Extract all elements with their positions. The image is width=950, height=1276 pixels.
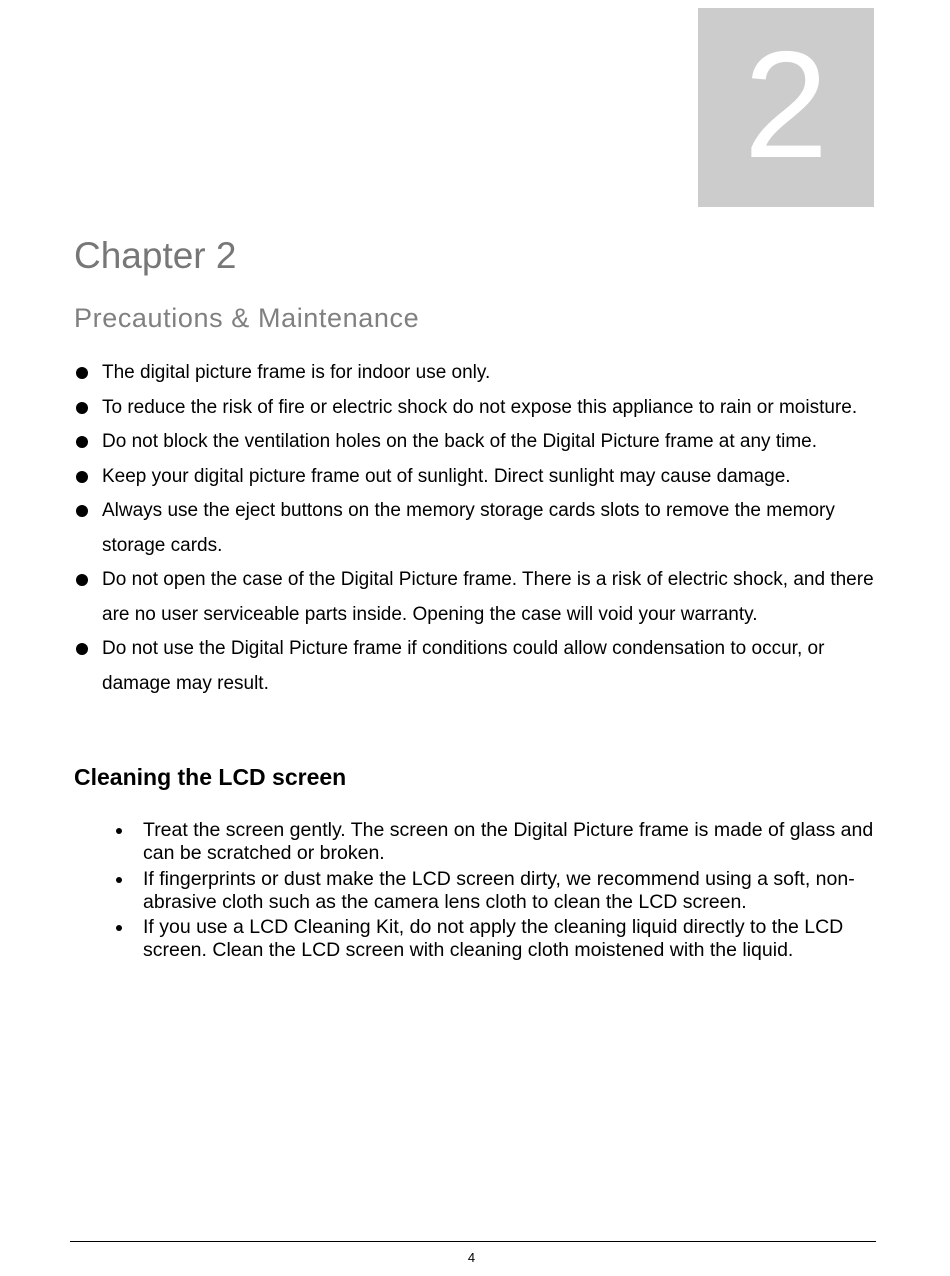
- precaution-text: To reduce the risk of fire or electric shock do not expose this appliance to rain or moisture.: [102, 396, 858, 418]
- precaution-text: Do not block the ventilation holes on the back of the Digital Picture frame at any time.: [102, 431, 817, 452]
- cleaning-item: [114, 868, 874, 914]
- bullet-icon: [76, 402, 88, 414]
- cleaning-text: If you use a LCD Cleaning Kit, do not apply the cleaning liquid directly to the LCD screen. Clean the LCD screen with cleaning cloth moistened with the liquid.: [143, 916, 844, 961]
- cleaning-section-title: Cleaning the LCD screen: [74, 764, 347, 790]
- bullet-icon: [76, 574, 88, 586]
- footer-divider: [70, 1241, 876, 1242]
- bullet-icon: [116, 925, 122, 931]
- precaution-text: The digital picture frame is for indoor use only.: [102, 362, 491, 383]
- precautions-list: [74, 356, 884, 701]
- cleaning-list: [114, 819, 874, 965]
- precaution-text: Keep your digital picture frame out of sunlight. Direct sunlight may cause damage.: [102, 465, 791, 487]
- precaution-text: Always use the eject buttons on the memory storage cards slots to remove the memory storage cards.: [102, 500, 835, 556]
- precaution-item: [74, 460, 884, 495]
- precaution-text: Do not open the case of the Digital Picture frame. There is a risk of electric shock, and there are no user serviceable parts inside. Opening the case will void your warranty.: [102, 569, 874, 625]
- precaution-text: Do not use the Digital Picture frame if conditions could allow condensation to occur, or damage may result.: [102, 638, 825, 694]
- precaution-item: [74, 356, 884, 391]
- precaution-item: [74, 632, 884, 701]
- chapter-number-tab: [698, 8, 874, 207]
- bullet-icon: [76, 436, 88, 448]
- bullet-icon: [116, 828, 122, 834]
- precaution-item: [74, 494, 884, 563]
- bullet-icon: [116, 877, 122, 883]
- bullet-icon: [76, 643, 88, 655]
- precaution-item: [74, 425, 884, 460]
- cleaning-item: [114, 916, 874, 962]
- chapter-number: 2: [743, 19, 829, 190]
- bullet-icon: [76, 471, 88, 483]
- precaution-item: [74, 391, 884, 426]
- cleaning-text: Treat the screen gently. The screen on the Digital Picture frame is made of glass and can be scratched or broken.: [143, 819, 874, 864]
- bullet-icon: [76, 367, 88, 379]
- bullet-icon: [76, 505, 88, 517]
- precaution-item: [74, 563, 884, 632]
- page-number: 4: [467, 1250, 476, 1265]
- cleaning-text: If fingerprints or dust make the LCD screen dirty, we recommend using a soft, non-abrasive cloth such as the camera lens cloth to clean the LCD screen.: [143, 867, 855, 913]
- chapter-title: Chapter 2: [74, 235, 237, 276]
- cleaning-item: [114, 819, 874, 865]
- section-title: Precautions & Maintenance: [74, 303, 420, 333]
